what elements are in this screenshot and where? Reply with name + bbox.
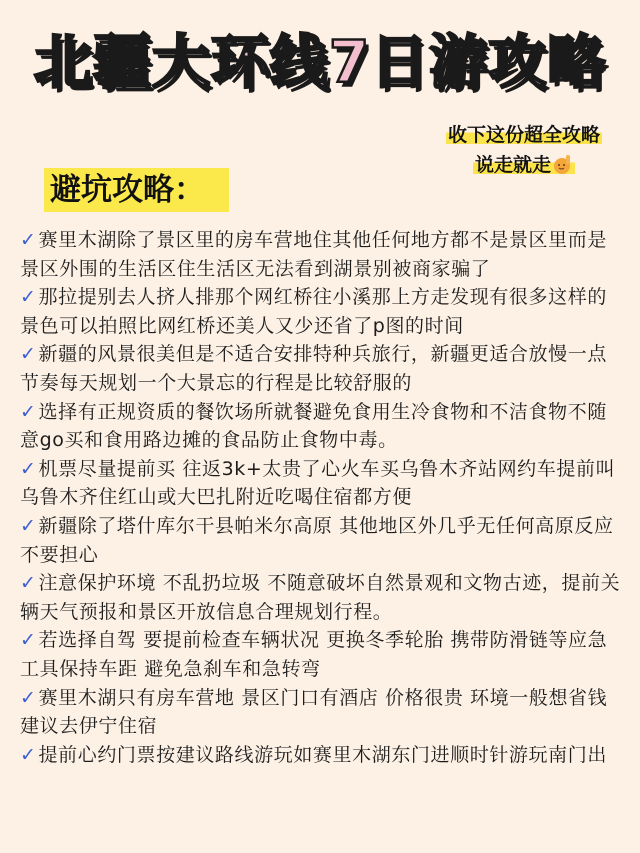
list-item: ✓ 提前心约门票按建议路线游玩如赛里木湖东门进顺时针游玩南门出 — [20, 743, 607, 766]
check-icon: ✓ — [20, 457, 37, 480]
check-icon: ✓ — [20, 400, 37, 423]
list-item: ✓ 机票尽量提前买 往返3k+太贵了心火车买乌鲁木齐站网约车提前叫乌鲁木齐住红山或大巴扎附近吃喝住宿都方便 — [20, 457, 616, 509]
page-title: 北疆大环线7日游攻略 — [33, 28, 607, 96]
list-item: ✓ 新疆除了塔什库尔干县帕米尔高原 其他地区外几乎无任何高原反应不要担心 — [20, 514, 614, 566]
tip-box — [446, 120, 602, 180]
list-item: ✓ 赛里木湖除了景区里的房车营地住其他任何地方都不是景区里而是景区外围的生活区住生活区无法看到湖景别被商家骗了 — [20, 229, 607, 280]
raising-hand-emoji-icon — [551, 153, 573, 175]
list-item: ✓ 选择有正规资质的餐饮场所就餐避免食用生冷食物和不洁食物不随意go买和食用路边摊的食品防止食物中毒。 — [20, 400, 607, 452]
check-icon: ✓ — [20, 743, 37, 766]
check-icon: ✓ — [20, 286, 37, 309]
tip-line-2-text: 说走就走 — [474, 154, 551, 176]
check-icon: ✓ — [20, 686, 37, 709]
check-icon: ✓ — [20, 229, 37, 251]
check-icon: ✓ — [20, 514, 37, 537]
check-icon: ✓ — [20, 343, 37, 366]
tip-line-2 — [473, 154, 575, 176]
tip-line-1: 收下这份超全攻略 — [447, 124, 600, 146]
list-item: ✓ 若选择自驾 要提前检查车辆状况 更换冬季轮胎 携带防滑链等应急工具保持车距 避免急刹车和急转弯 — [20, 629, 608, 680]
list-item: ✓ 注意保护环境 不乱扔垃圾 不随意破坏自然景观和文物古迹，提前关辆天气预报和景区开放信息合理规划行程。 — [20, 572, 621, 623]
section-heading: 避坑攻略： — [44, 168, 229, 212]
list-item: ✓ 赛里木湖只有房车营地 景区门口有酒店 价格很贵 环境一般想省钱建议去伊宁住宿 — [20, 686, 608, 738]
list-item: ✓ 那拉提别去人挤人排那个网红桥往小溪那上方走发现有很多这样的景色可以拍照比网红桥还美人又少还省了p图的时间 — [20, 286, 607, 337]
list-item: ✓ 新疆的风景很美但是不适合安排特种兵旅行，新疆更适合放慢一点节奏每天规划一个大景忘的行程是比较舒服的 — [20, 343, 607, 394]
tips-list — [20, 226, 624, 769]
check-icon: ✓ — [20, 572, 37, 595]
check-icon: ✓ — [20, 629, 37, 652]
